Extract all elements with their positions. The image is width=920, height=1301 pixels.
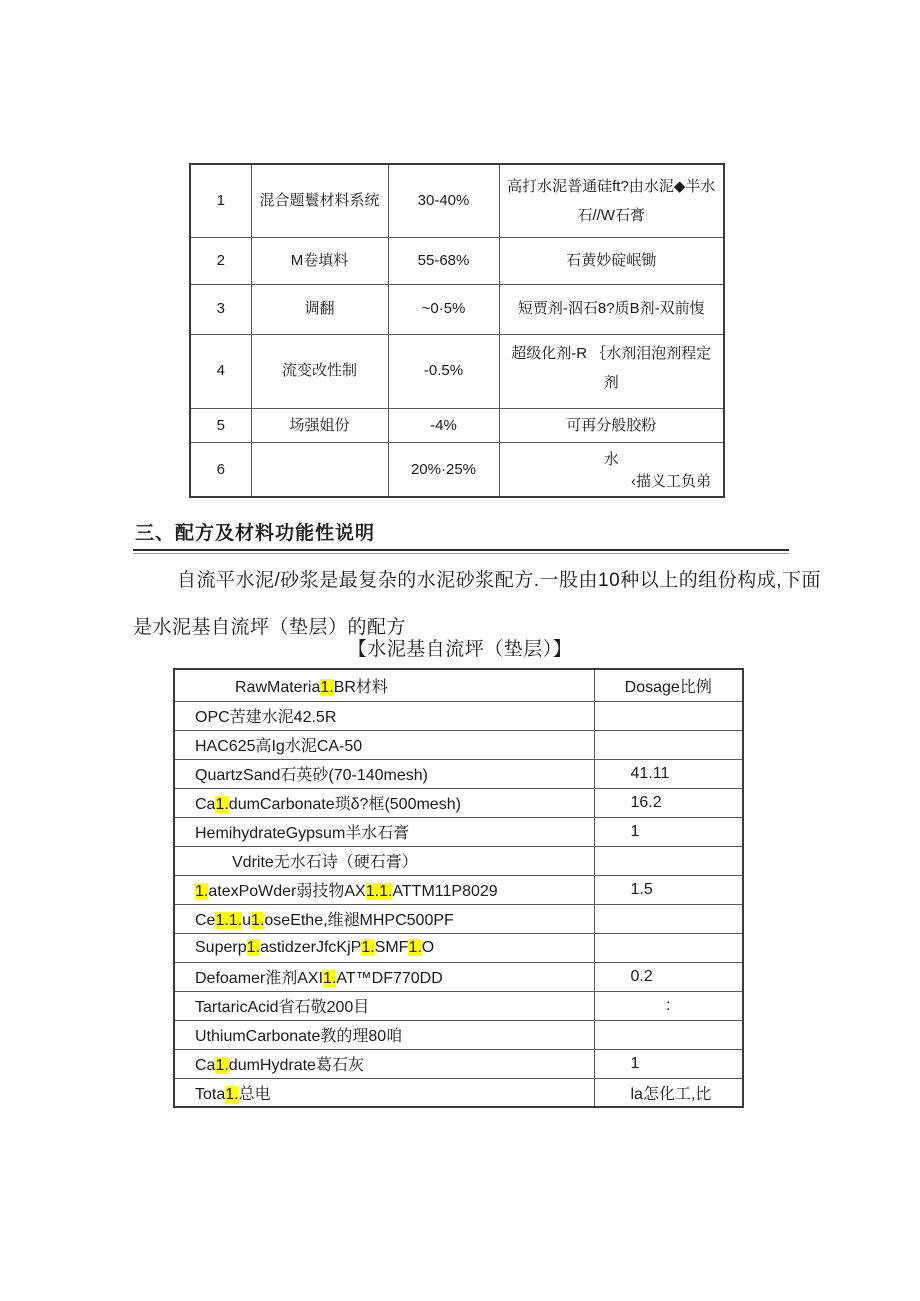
highlighted-text: 1.1. bbox=[215, 912, 243, 929]
plain-text: HemihydrateGypsum半水石膏 bbox=[195, 825, 410, 842]
composition-row bbox=[190, 237, 724, 284]
heading-underline bbox=[133, 549, 789, 554]
dosage-cell: 41.11 bbox=[594, 759, 743, 788]
plain-text: Ca bbox=[195, 796, 216, 813]
highlighted-text: 1. bbox=[251, 912, 265, 929]
formula-header-row bbox=[174, 669, 743, 701]
highlighted-text: 1. bbox=[225, 1085, 239, 1103]
composition-row bbox=[190, 164, 724, 237]
component-desc-cell: 短贾剂-泅石8?质B剂-双前愎 bbox=[499, 284, 724, 334]
plain-text: Tota bbox=[195, 1085, 226, 1103]
material-cell bbox=[174, 875, 594, 904]
plain-text: ATTM11P8029 bbox=[392, 883, 498, 900]
plain-text: atexPoWder弱技物AX bbox=[208, 883, 366, 900]
component-name-cell: 调翻 bbox=[251, 284, 388, 334]
component-desc-cell: 超级化剂-R ｛水剂泪泡剂程定剂 bbox=[499, 334, 724, 408]
dosage-percent-cell: ~0·5% bbox=[388, 284, 499, 334]
material-cell bbox=[174, 1078, 594, 1107]
material-cell bbox=[174, 788, 594, 817]
dosage-percent-cell: 55-68% bbox=[388, 237, 499, 284]
highlighted-text: 1. bbox=[215, 796, 229, 813]
dosage-cell: 1.5 bbox=[594, 875, 743, 904]
highlighted-text: 1. bbox=[246, 938, 260, 956]
dosage-cell bbox=[594, 1020, 743, 1049]
formula-row bbox=[174, 875, 743, 904]
dosage-cell bbox=[594, 701, 743, 730]
formula-row bbox=[174, 1078, 743, 1107]
formula-row bbox=[174, 962, 743, 991]
component-name-cell bbox=[251, 442, 388, 497]
dosage-percent-cell: 20%·25% bbox=[388, 442, 499, 497]
formula-title: 【水泥基自流坪（垫层）】 bbox=[347, 639, 573, 660]
material-cell bbox=[174, 933, 594, 962]
formula-table bbox=[173, 668, 744, 1108]
row-number-cell: 5 bbox=[190, 408, 251, 442]
plain-text: UthiumCarbonate教的理80咱 bbox=[195, 1028, 403, 1045]
dosage-cell: 1 bbox=[594, 817, 743, 846]
desc-line: 水 bbox=[603, 450, 619, 468]
plain-text: u bbox=[242, 912, 252, 929]
plain-text: Ca bbox=[195, 1057, 216, 1074]
component-name-cell: 混合题鬟材料系统 bbox=[251, 164, 388, 237]
formula-row bbox=[174, 817, 743, 846]
highlighted-text: 1. bbox=[215, 1057, 229, 1074]
dosage-cell: 1 bbox=[594, 1049, 743, 1078]
composition-table bbox=[189, 163, 725, 498]
dosage-cell bbox=[594, 933, 743, 962]
component-name-cell: 场强姐份 bbox=[251, 408, 388, 442]
plain-text: dumCarbonate琐δ?框(500mesh) bbox=[228, 796, 461, 813]
formula-row bbox=[174, 991, 743, 1020]
dosage-cell bbox=[594, 904, 743, 933]
component-desc-cell bbox=[499, 442, 724, 497]
highlighted-text: 1. bbox=[408, 938, 422, 956]
row-number-cell: 1 bbox=[190, 164, 251, 237]
highlighted-text: 1. bbox=[320, 678, 334, 696]
plain-text: OPC苦建水泥42.5R bbox=[195, 709, 337, 726]
plain-text: Vdrite无水石诗（硬石膏） bbox=[232, 854, 418, 871]
plain-text: TartaricAcid省石敬200目 bbox=[195, 999, 370, 1016]
plain-text: AT™DF770DD bbox=[336, 970, 443, 987]
component-desc-cell: 高打水泥普通硅ft?由水泥◆半水石//W石膏 bbox=[499, 164, 724, 237]
plain-text: oseEthe,维褪MHPC500PF bbox=[264, 912, 454, 929]
composition-row bbox=[190, 334, 724, 408]
plain-text: SMF bbox=[374, 938, 409, 956]
dosage-percent-cell: 30-40% bbox=[388, 164, 499, 237]
material-cell bbox=[174, 1020, 594, 1049]
formula-row bbox=[174, 846, 743, 875]
dosage-cell: 0.2 bbox=[594, 962, 743, 991]
dosage-cell: : bbox=[594, 991, 743, 1020]
dosage-cell: 16.2 bbox=[594, 788, 743, 817]
material-cell bbox=[174, 1049, 594, 1078]
material-cell bbox=[174, 846, 594, 875]
highlighted-text: 1. bbox=[195, 883, 209, 900]
plain-text: Ce bbox=[195, 912, 216, 929]
material-header-cell bbox=[174, 669, 594, 701]
highlighted-text: 1. bbox=[323, 970, 337, 987]
material-cell bbox=[174, 759, 594, 788]
material-cell bbox=[174, 701, 594, 730]
section-heading: 三、配方及材料功能性说明 bbox=[135, 523, 376, 544]
paragraph-line-1: 自流平水泥/砂浆是最复杂的水泥砂浆配方.一股由10种以上的组份构成,下面 bbox=[177, 570, 821, 591]
dosage-cell bbox=[594, 846, 743, 875]
plain-text: 总电 bbox=[238, 1085, 271, 1103]
row-number-cell: 6 bbox=[190, 442, 251, 497]
component-desc-cell: 可再分般胶粉 bbox=[499, 408, 724, 442]
paragraph-line-2: 是水泥基自流坪（垫层）的配方 bbox=[133, 617, 407, 638]
desc-line: ‹描义工负弟 bbox=[631, 473, 711, 491]
material-cell bbox=[174, 962, 594, 991]
component-name-cell: M卷填料 bbox=[251, 237, 388, 284]
dosage-cell: la怎化工,比 bbox=[594, 1078, 743, 1107]
composition-row bbox=[190, 284, 724, 334]
formula-row bbox=[174, 788, 743, 817]
formula-row bbox=[174, 904, 743, 933]
component-desc-cell: 石黄妙碇岷锄 bbox=[499, 237, 724, 284]
row-number-cell: 2 bbox=[190, 237, 251, 284]
dosage-header-cell: Dosage比例 bbox=[594, 669, 743, 701]
plain-text: Defoamer淮剂AXI bbox=[195, 970, 324, 987]
dosage-percent-cell: -4% bbox=[388, 408, 499, 442]
highlighted-text: 1. bbox=[361, 938, 375, 956]
plain-text: BR材料 bbox=[333, 678, 388, 696]
material-cell bbox=[174, 730, 594, 759]
formula-row bbox=[174, 701, 743, 730]
composition-row bbox=[190, 408, 724, 442]
plain-text: RawMateria bbox=[235, 678, 321, 696]
material-cell bbox=[174, 991, 594, 1020]
plain-text: HAC625高Ig水泥CA-50 bbox=[195, 738, 363, 755]
material-cell bbox=[174, 817, 594, 846]
plain-text: astidzerJfcKjP bbox=[259, 938, 362, 956]
row-number-cell: 3 bbox=[190, 284, 251, 334]
plain-text: QuartzSand石英砂(70-140mesh) bbox=[195, 767, 428, 784]
highlighted-text: 1.1. bbox=[365, 883, 393, 900]
formula-row bbox=[174, 1049, 743, 1078]
plain-text: dumHydrate葛石灰 bbox=[228, 1057, 364, 1074]
plain-text: O bbox=[421, 938, 435, 956]
dosage-cell bbox=[594, 730, 743, 759]
component-name-cell: 流变改性制 bbox=[251, 334, 388, 408]
formula-row bbox=[174, 759, 743, 788]
formula-row bbox=[174, 1020, 743, 1049]
row-number-cell: 4 bbox=[190, 334, 251, 408]
composition-row bbox=[190, 442, 724, 497]
dosage-percent-cell: -0.5% bbox=[388, 334, 499, 408]
formula-row bbox=[174, 730, 743, 759]
material-cell bbox=[174, 904, 594, 933]
formula-row bbox=[174, 933, 743, 962]
plain-text: Superp bbox=[195, 938, 247, 956]
